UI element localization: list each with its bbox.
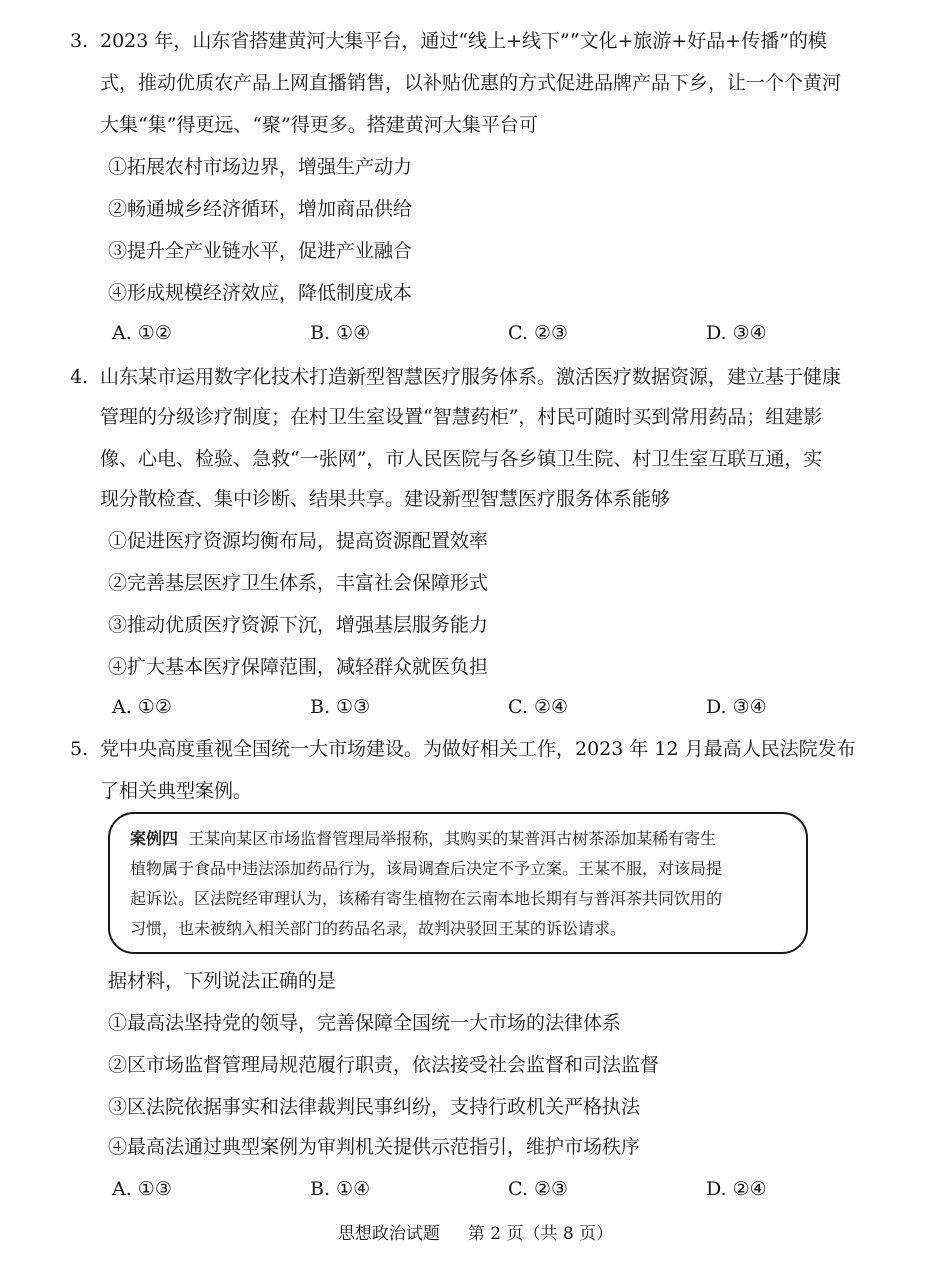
- q4-item-3: ③推动优质医疗资源下沉，增强基层服务能力: [108, 614, 489, 636]
- q3-number: 3.: [70, 30, 89, 52]
- q4-option-c: C. ②④: [508, 696, 569, 718]
- q3-item-2: ②畅通城乡经济循环，增加商品供给: [108, 198, 413, 220]
- q4-item-2: ②完善基层医疗卫生体系，丰富社会保障形式: [108, 572, 489, 594]
- q3-item-4: ④形成规模经济效应，降低制度成本: [108, 282, 413, 304]
- q5-number: 5.: [70, 738, 89, 760]
- q3-option-a: A. ①②: [112, 322, 172, 344]
- q4-stem-line-1: 4. 山东某市运用数字化技术打造新型智慧医疗服务体系。激活医疗数据资源，建立基于健康: [70, 366, 842, 388]
- footer-page-number: 第 2 页（共 8 页）: [467, 1224, 614, 1244]
- q3-stem-line-1: 3. 2023 年，山东省搭建黄河大集平台，通过“线上+线下”“文化+旅游+好品+传播”的模: [70, 30, 827, 52]
- q3-option-b: B. ①④: [310, 322, 371, 344]
- q4-options: [0, 694, 951, 720]
- q3-option-d: D. ③④: [706, 322, 767, 344]
- q3-options: [0, 320, 951, 346]
- case-box: [108, 812, 808, 954]
- case-line-3: 起诉讼。区法院经审理认为，该稀有寄生植物在云南本地长期有与普洱茶共同饮用的: [130, 889, 723, 908]
- q3-stem-line-3: 大集“集”得更远、“聚”得更多。搭建黄河大集平台可: [100, 114, 538, 136]
- q5-item-2: ②区市场监督管理局规范履行职责，依法接受社会监督和司法监督: [108, 1054, 660, 1076]
- q5-stem-line-2: 了相关典型案例。: [100, 780, 253, 802]
- q3-item-1: ①拓展农村市场边界，增强生产动力: [108, 156, 413, 178]
- q5-item-4: ④最高法通过典型案例为审判机关提供示范指引，维护市场秩序: [108, 1136, 641, 1158]
- case-line-1: 案例四 王某向某区市场监督管理局举报称，其购买的某普洱古树茶添加某稀有寄生: [130, 829, 717, 848]
- q4-number: 4.: [70, 366, 89, 388]
- case-line-4: 习惯，也未被纳入相关部门的药品名录，故判决驳回王某的诉讼请求。: [130, 919, 627, 938]
- q5-options: [0, 1176, 951, 1202]
- q5-item-1: ①最高法坚持党的领导，完善保障全国统一大市场的法律体系: [108, 1012, 622, 1034]
- q4-option-b: B. ①③: [310, 696, 371, 718]
- case-label: 案例四: [130, 829, 179, 848]
- q4-option-d: D. ③④: [706, 696, 767, 718]
- q5-item-3: ③区法院依据事实和法律裁判民事纠纷，支持行政机关严格执法: [108, 1096, 641, 1118]
- q5-option-c: C. ②③: [508, 1178, 569, 1200]
- q5-option-b: B. ①④: [310, 1178, 371, 1200]
- q4-option-a: A. ①②: [112, 696, 172, 718]
- footer-subject: 思想政治试题: [337, 1224, 440, 1244]
- q3-stem-line-2: 式，推动优质农产品上网直播销售，以补贴优惠的方式促进品牌产品下乡，让一个个黄河: [100, 72, 842, 94]
- q5-prompt: 据材料，下列说法正确的是: [108, 970, 337, 992]
- page-footer: [0, 1222, 951, 1246]
- q3-item-3: ③提升全产业链水平，促进产业融合: [108, 240, 413, 262]
- q5-option-d: D. ②④: [706, 1178, 767, 1200]
- q3-option-c: C. ②③: [508, 322, 569, 344]
- q5-option-a: A. ①③: [112, 1178, 172, 1200]
- q4-stem-line-4: 现分散检查、集中诊断、结果共享。建设新型智慧医疗服务体系能够: [100, 488, 671, 510]
- q4-item-4: ④扩大基本医疗保障范围，减轻群众就医负担: [108, 656, 489, 678]
- case-line-2: 植物属于食品中违法添加药品行为，该局调查后决定不予立案。王某不服，对该局提: [130, 859, 723, 878]
- q4-stem-line-2: 管理的分级诊疗制度；在村卫生室设置“智慧药柜”，村民可随时买到常用药品；组建影: [100, 406, 823, 428]
- q4-stem-line-3: 像、心电、检验、急救“一张网”，市人民医院与各乡镇卫生院、村卫生室互联互通，实: [100, 448, 823, 470]
- q5-stem-line-1: 5. 党中央高度重视全国统一大市场建设。为做好相关工作，2023 年 12 月最高人民法院发布: [70, 738, 856, 760]
- q4-item-1: ①促进医疗资源均衡布局，提高资源配置效率: [108, 530, 489, 552]
